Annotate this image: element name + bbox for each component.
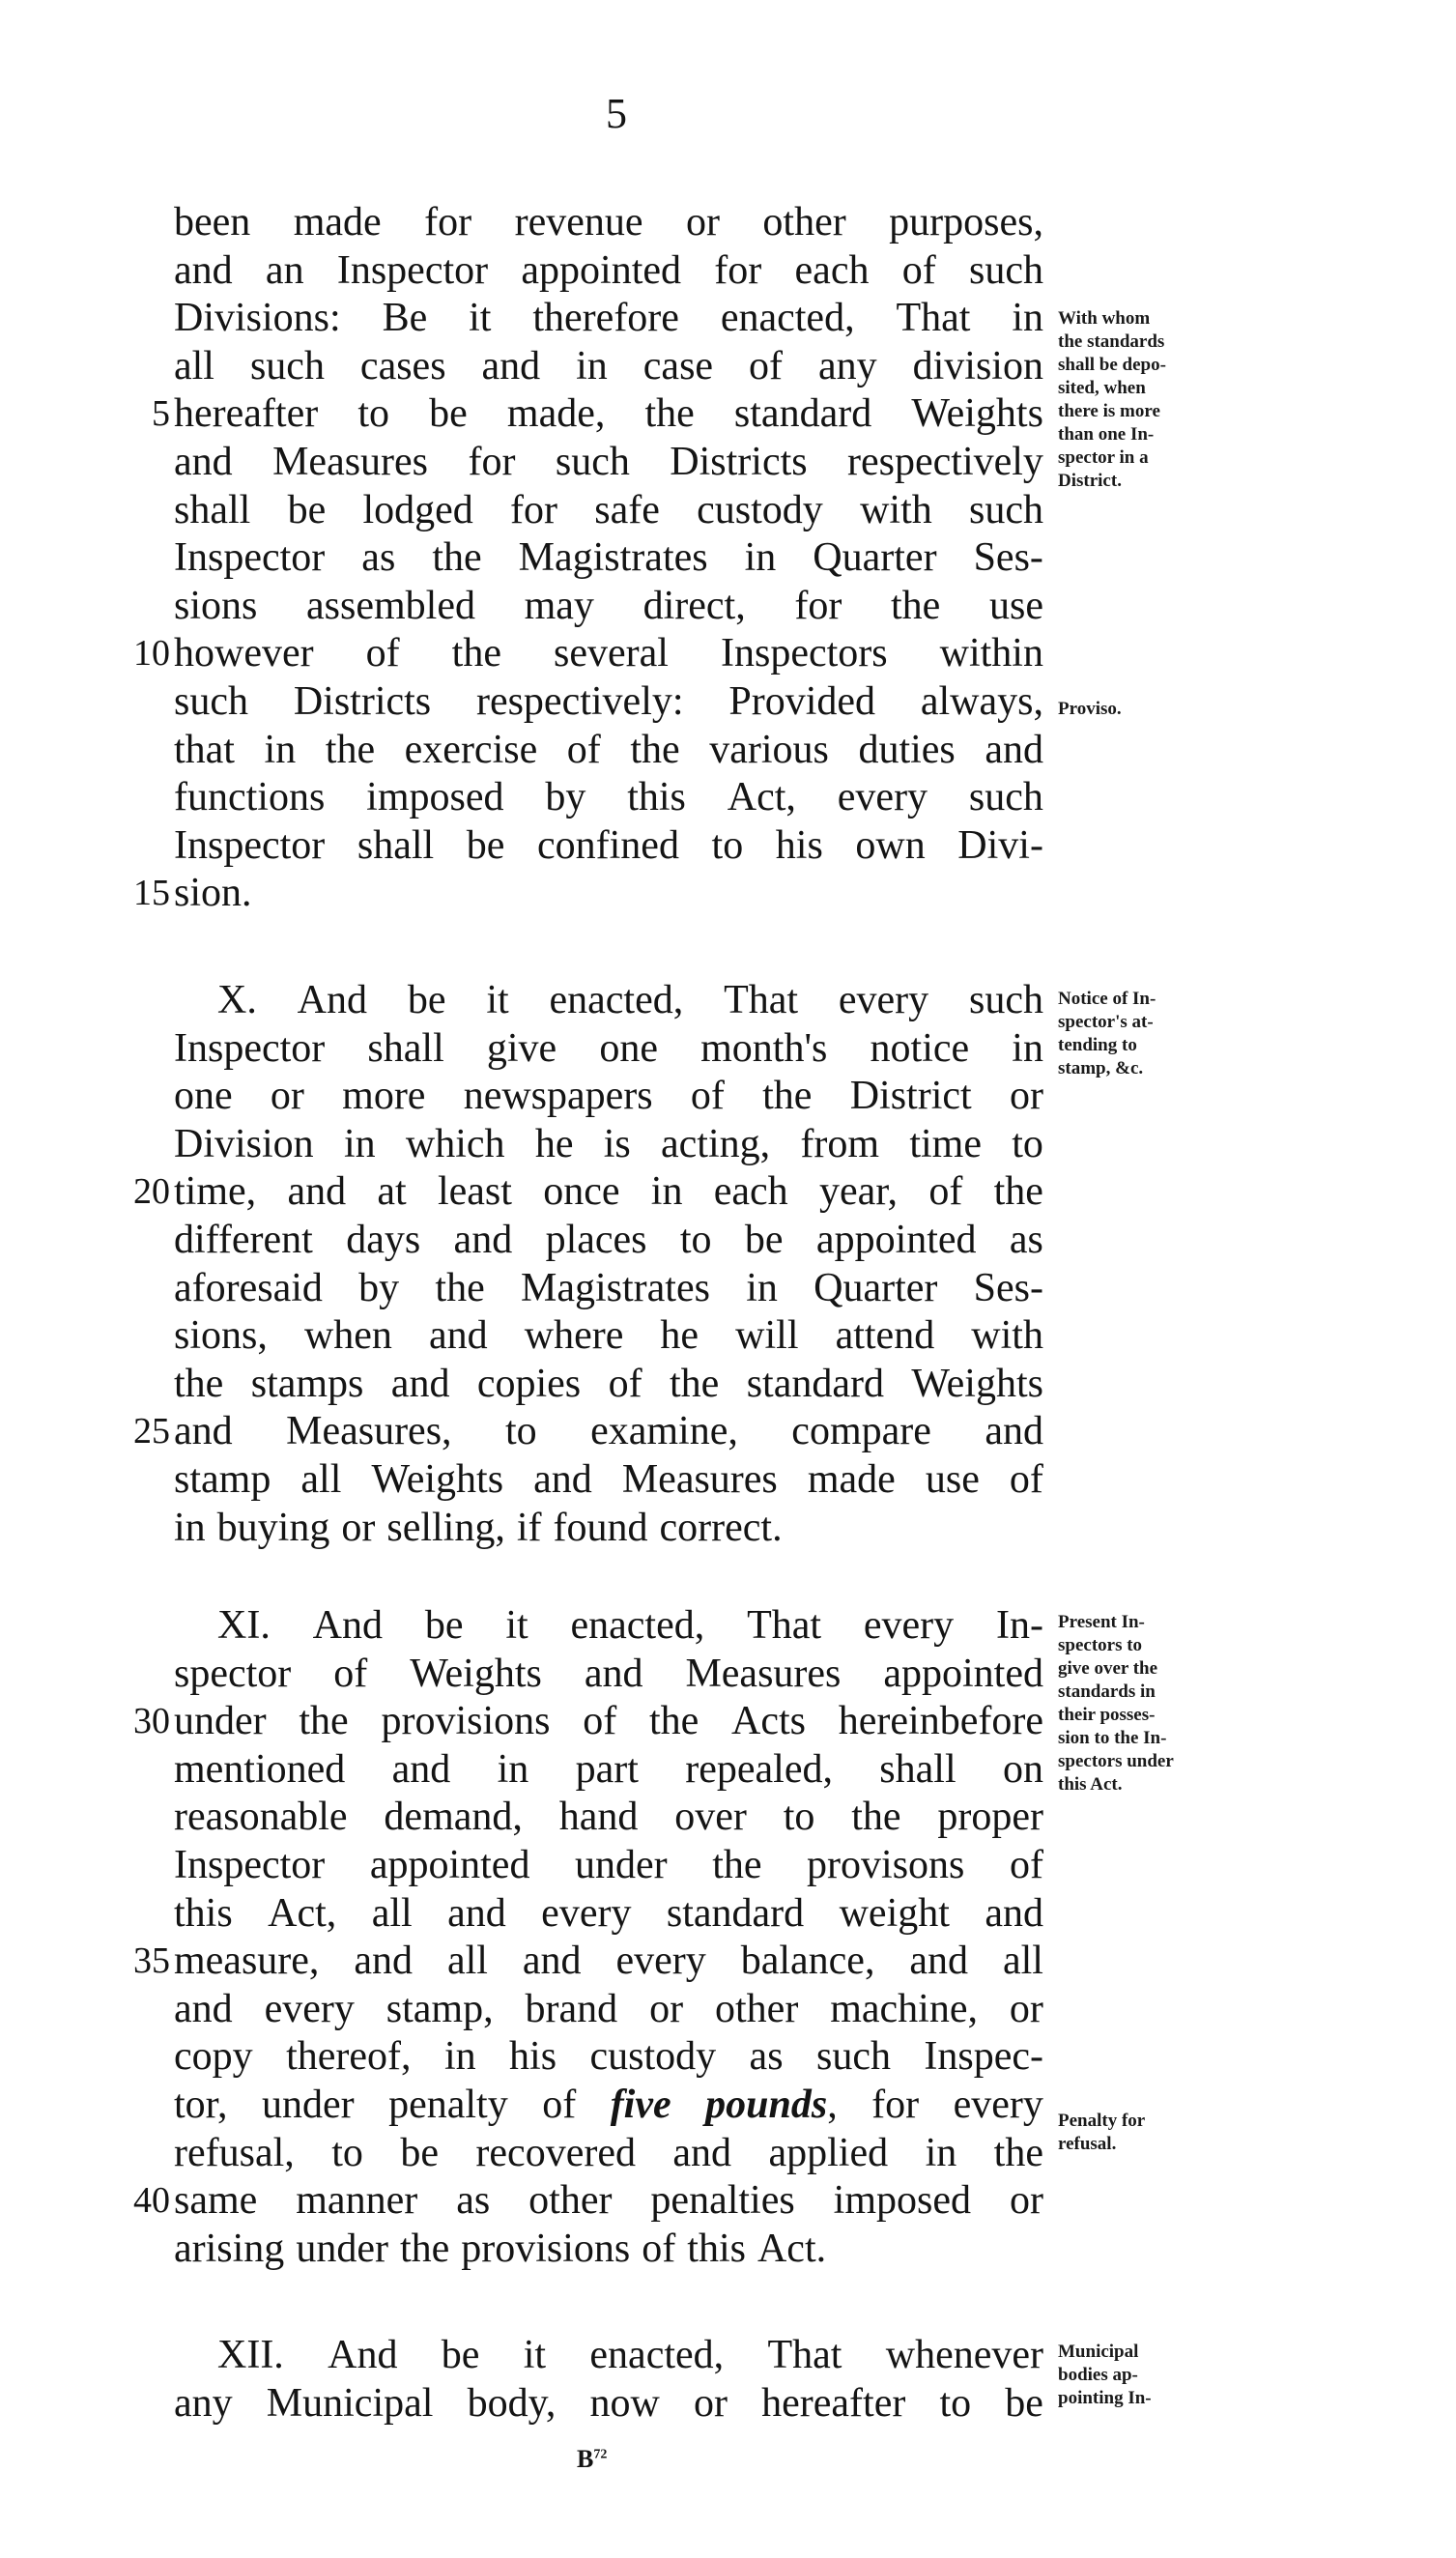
marginal-note-line: spector in a	[1058, 447, 1149, 468]
text-line: in buying or selling, if found correct.	[174, 1505, 783, 1550]
marginal-note-line: their posses-	[1058, 1705, 1156, 1725]
signature-mark: $B^{72}$	[577, 2445, 608, 2473]
text-line: sion.	[174, 871, 252, 916]
line-number: 35	[133, 1940, 170, 1982]
marginal-note-penalty	[1058, 2110, 1266, 2156]
marginal-note-present-inspectors	[1058, 1611, 1266, 1796]
text-line: and an Inspector appointed for each of such	[174, 247, 1043, 293]
marginal-note-line: Notice of In-	[1058, 989, 1156, 1009]
marginal-note-line: tending to	[1058, 1035, 1137, 1055]
page-number: 5	[606, 90, 627, 137]
text-line: X. And be it enacted, That every such	[217, 978, 1043, 1022]
text-line: different days and places to be appointed as	[174, 1218, 1043, 1262]
marginal-note-line: than one In-	[1058, 424, 1155, 445]
marginal-note-line: Municipal	[1058, 2342, 1139, 2362]
marginal-note-line: the standards	[1058, 331, 1165, 352]
text-line: Division in which he is acting, from time to	[174, 1121, 1043, 1166]
marginal-note-line: Present In-	[1058, 1612, 1145, 1632]
text-line: tor, under penalty of five pounds, for every	[174, 2083, 1043, 2127]
text-line: refusal, to be recovered and applied in the	[174, 2130, 1043, 2175]
marginal-note-line: With whom	[1058, 308, 1151, 329]
marginal-note-line: shall be depo-	[1058, 355, 1166, 375]
text-line: and every stamp, brand or other machine, or	[174, 1986, 1043, 2031]
text-line: reasonable demand, hand over to the proper	[174, 1795, 1043, 1840]
text-line: sions assembled may direct, for the use	[174, 583, 1043, 628]
marginal-note-municipal	[1058, 2341, 1266, 2410]
text-line: spector of Weights and Measures appointed	[174, 1651, 1043, 1696]
marginal-note-line: this Act.	[1058, 1774, 1123, 1795]
marginal-note-line: Proviso.	[1058, 699, 1122, 719]
text-line: XII. And be it enacted, That whenever	[217, 2333, 1043, 2377]
line-number: 15	[133, 873, 170, 914]
text-line: the stamps and copies of the standard Weights	[174, 1361, 1043, 1406]
text-line: that in the exercise of the various duties and	[174, 727, 1043, 772]
text-line: such Districts respectively: Provided always,	[174, 679, 1043, 724]
line-number: 20	[133, 1171, 170, 1213]
marginal-note-line: sited, when	[1058, 378, 1146, 398]
text-line: shall be lodged for safe custody with such	[174, 487, 1043, 532]
marginal-note-notice	[1058, 988, 1266, 1080]
marginal-note-line: standards in	[1058, 1681, 1156, 1702]
text-line: XI. And be it enacted, That every In-	[217, 1603, 1043, 1648]
text-line: all such cases and in case of any division	[174, 343, 1043, 388]
text-line: mentioned and in part repealed, shall on	[174, 1746, 1043, 1792]
text-line: functions imposed by this Act, every such	[174, 775, 1043, 820]
line-number: 10	[133, 633, 170, 675]
marginal-note-line: spector's at-	[1058, 1012, 1154, 1032]
text-line: aforesaid by the Magistrates in Quarter Ses-	[174, 1265, 1043, 1310]
text-line: this Act, all and every standard weight and	[174, 1890, 1043, 1936]
marginal-note-line: spectors under	[1058, 1751, 1174, 1771]
text-line: hereafter to be made, the standard Weights	[174, 391, 1043, 437]
text-line: Inspector appointed under the provisons of	[174, 1843, 1043, 1887]
marginal-note-line: refusal.	[1058, 2134, 1117, 2154]
text-line: Inspector as the Magistrates in Quarter Ses-	[174, 535, 1043, 581]
text-line: time, and at least once in each year, of the	[174, 1169, 1043, 1215]
marginal-note-line: there is more	[1058, 401, 1160, 421]
line-number: 25	[133, 1411, 170, 1452]
text-line: one or more newspapers of the District or	[174, 1074, 1043, 1119]
marginal-note-line: spectors to	[1058, 1635, 1143, 1655]
text-line: under the provisions of the Acts hereinbefore	[174, 1699, 1043, 1744]
text-line: and Measures, to examine, compare and	[174, 1409, 1043, 1454]
marginal-note-line: Penalty for	[1058, 2111, 1146, 2131]
text-line: Inspector shall give one month's notice in	[174, 1025, 1043, 1071]
marginal-note-with-whom	[1058, 307, 1266, 493]
marginal-note-line: give over the	[1058, 1658, 1158, 1679]
line-number: 5	[152, 393, 170, 435]
marginal-note-line: stamp, &c.	[1058, 1058, 1144, 1078]
text-line: Divisions: Be it therefore enacted, That in	[174, 296, 1043, 341]
line-number: 30	[133, 1701, 170, 1742]
line-number: 40	[133, 2180, 170, 2222]
marginal-note-proviso	[1058, 698, 1266, 721]
marginal-note-line: District.	[1058, 471, 1122, 491]
text-line: any Municipal body, now or hereafter to be	[174, 2380, 1043, 2426]
text-line: however of the several Inspectors within	[174, 631, 1043, 676]
text-line: copy thereof, in his custody as such Inspec-	[174, 2034, 1043, 2080]
marginal-note-line: bodies ap-	[1058, 2365, 1138, 2385]
text-line: and Measures for such Districts respectively	[174, 440, 1043, 484]
text-line: measure, and all and every balance, and all	[174, 1939, 1043, 1984]
marginal-note-line: sion to the In-	[1058, 1728, 1167, 1748]
text-line: Inspector shall be confined to his own Divi-	[174, 822, 1043, 868]
text-line: been made for revenue or other purposes,	[174, 200, 1043, 244]
text-line: arising under the provisions of this Act.	[174, 2226, 827, 2271]
text-line: stamp all Weights and Measures made use of	[174, 1457, 1043, 1502]
marginal-note-line: pointing In-	[1058, 2388, 1152, 2408]
text-line: same manner as other penalties imposed or	[174, 2178, 1043, 2224]
text-line: sions, when and where he will attend with	[174, 1313, 1043, 1359]
